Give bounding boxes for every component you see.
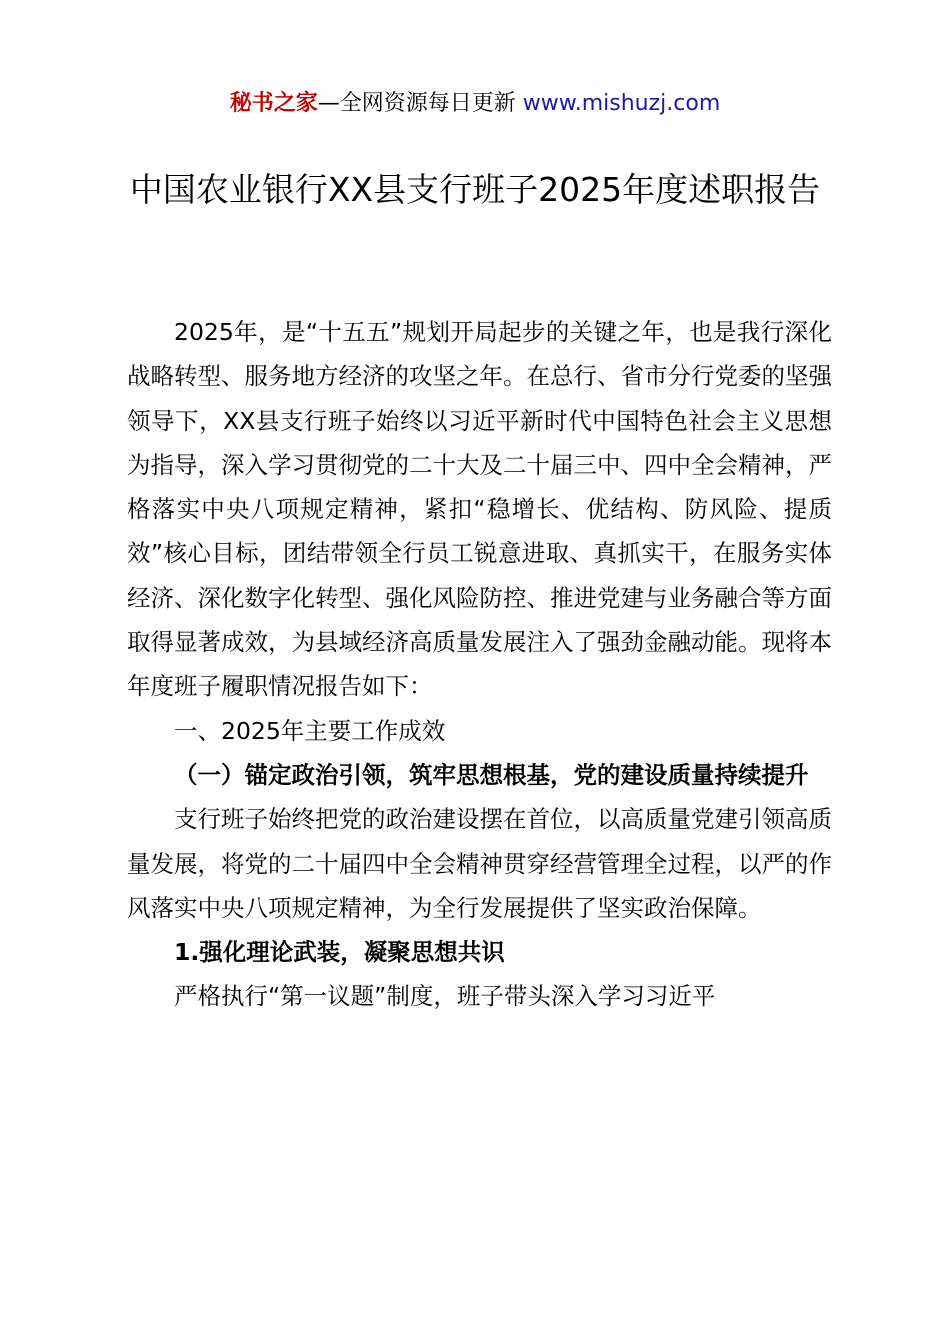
header-separator: — (317, 91, 340, 116)
body-paragraph-partial: 严格执行“第一议题”制度，班子带头深入学习习近平 (174, 982, 716, 1011)
item-heading-1: 1.强化理论武装，凝聚思想共识 (174, 938, 505, 967)
document-body (127, 310, 832, 1019)
intro-paragraph: 2025年，是“十五五”规划开局起步的关键之年，也是我行深化战略转型、服务地方经济的攻坚之年。在总行、省市分行党委的坚强领导下，XX县支行班子始终以习近平新时代中国特色社会主义思想为指导，深入学习贯彻党的二十大及二十届三中、四中全会精神，严格落实中央八项规定精神，紧扣“稳增长、优结构、防风险、提质效”核心目标，团结带领全行员工锐意进取、真抓实干，在服务实体经济、深化数字化转型、强化风险防控、推进党建与业务融合等方面取得显著成效，为县域经济高质量发展注入了强劲金融动能。现将本年度班子履职情况报告如下： (127, 318, 832, 701)
brand-name: 秘书之家 (229, 91, 318, 116)
subsection-heading-1: （一）锚定政治引领，筑牢思想根基，党的建设质量持续提升 (174, 760, 809, 789)
body-paragraph: 支行班子始终把党的政治建设摆在首位，以高质量党建引领高质量发展，将党的二十届四中全会精神贯穿经营管理全过程，以严的作风落实中央八项规定精神，为全行发展提供了坚实政治保障。 (127, 805, 832, 922)
site-header (0, 88, 950, 120)
section-heading-1: 一、2025年主要工作成效 (174, 716, 446, 745)
header-tagline: 全网资源每日更新 (339, 91, 516, 116)
document-title: 中国农业银行XX县支行班子2025年度述职报告 (129, 170, 821, 209)
site-url-link[interactable]: www.mishuzj.com (522, 91, 721, 116)
